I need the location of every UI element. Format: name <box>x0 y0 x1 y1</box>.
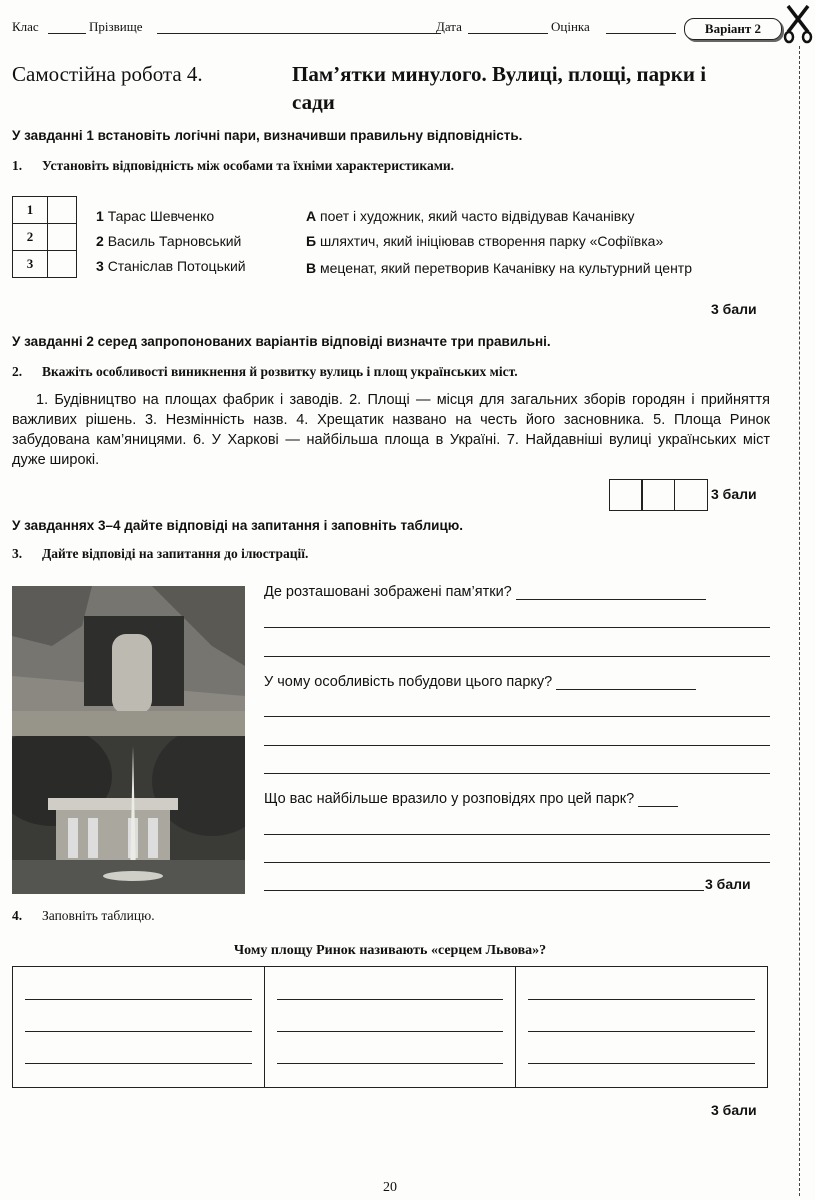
grid-number: 2 <box>13 224 48 251</box>
answer-line[interactable] <box>277 1031 504 1032</box>
header <box>12 16 772 40</box>
class-label: Клас <box>12 19 39 34</box>
answer-line[interactable] <box>516 585 706 600</box>
task3-question <box>12 546 308 562</box>
table-column <box>516 967 767 1087</box>
answer-line[interactable] <box>264 834 770 835</box>
answer-line[interactable] <box>264 890 704 891</box>
task2-question-text: Вкажіть особливості виникнення й розвитку вулиць і площ українських міст. <box>42 364 518 379</box>
grid-answer-cell[interactable] <box>48 251 77 278</box>
person-item: 1 Тарас Шевченко <box>96 208 215 224</box>
task4-number: 4. <box>12 908 23 923</box>
task1-question <box>12 158 454 174</box>
task1-score: 3 бали <box>711 301 757 317</box>
answer-line[interactable] <box>277 999 504 1000</box>
answer-line[interactable] <box>264 656 770 657</box>
answer-line[interactable] <box>528 1063 755 1064</box>
work-title: Самостійна робота 4. <box>12 62 203 86</box>
task1-question-text: Установіть відповідність між особами та їхніми характеристиками. <box>42 158 455 173</box>
answer-line[interactable] <box>556 675 696 690</box>
answer-box[interactable] <box>609 479 643 511</box>
grid-answer-cell[interactable] <box>48 197 77 224</box>
task2-answer-boxes <box>610 479 708 511</box>
task4-score: 3 бали <box>711 1102 757 1118</box>
topic-title: Пам’ятки минулого. Вулиці, площі, парки і сади <box>292 62 707 114</box>
cut-line <box>799 46 800 1196</box>
task4-question-text: Заповніть таблицю. <box>42 908 155 923</box>
task3-score: 3 бали <box>705 876 751 892</box>
answer-box[interactable] <box>674 479 708 511</box>
answer-line[interactable] <box>264 862 770 863</box>
surname-label: Прізвище <box>89 19 143 34</box>
grotto-photo <box>12 586 245 736</box>
person-item: 3 Станіслав Потоцький <box>96 258 246 274</box>
grid-number: 3 <box>13 251 48 278</box>
answer-line[interactable] <box>264 773 770 774</box>
variant-badge: Варіант 2 <box>684 18 782 40</box>
answer-line[interactable] <box>277 1063 504 1064</box>
trait-item: В меценат, який перетворив Качанівку на культурний центр <box>306 260 692 276</box>
task2-number: 2. <box>12 364 23 379</box>
question-construction: У чому особливість побудови цього парку? <box>264 674 696 690</box>
task3-number: 3. <box>12 546 23 561</box>
task4-question <box>12 908 155 924</box>
task2-score: 3 бали <box>711 486 757 502</box>
table-column <box>13 967 265 1087</box>
task3-question-text: Дайте відповіді на запитання до ілюстрації. <box>42 546 309 561</box>
person-item: 2 Василь Тарновський <box>96 233 242 249</box>
answer-box[interactable] <box>641 479 675 511</box>
task2-instruction: У завданні 2 серед запропонованих варіантів відповіді визначте три правильні. <box>12 334 551 349</box>
task1-instruction: У завданні 1 встановіть логічні пари, визначивши правильну відповідність. <box>12 128 523 143</box>
task1-number: 1. <box>12 158 23 173</box>
answer-line[interactable] <box>638 792 678 807</box>
question-location: Де розташовані зображені пам’ятки? <box>264 584 706 600</box>
trait-item: А поет і художник, який часто відвідував Качанівку <box>306 208 635 224</box>
date-label: Дата <box>436 19 462 34</box>
pavilion-fountain-photo <box>12 736 245 894</box>
task2-question <box>12 364 518 380</box>
answer-line[interactable] <box>25 1031 252 1032</box>
answer-line[interactable] <box>264 627 770 628</box>
grid-number: 1 <box>13 197 48 224</box>
answer-grid <box>12 196 77 278</box>
answer-line[interactable] <box>25 1063 252 1064</box>
grid-answer-cell[interactable] <box>48 224 77 251</box>
surname-field[interactable] <box>157 33 441 34</box>
answer-line[interactable] <box>264 745 770 746</box>
answer-line[interactable] <box>528 1031 755 1032</box>
class-field[interactable] <box>48 33 86 34</box>
grade-label: Оцінка <box>551 19 590 34</box>
page-number: 20 <box>383 1180 397 1195</box>
answer-line[interactable] <box>528 999 755 1000</box>
answer-table <box>12 966 768 1088</box>
answer-line[interactable] <box>25 999 252 1000</box>
trait-item: Б шляхтич, який ініціював створення парку «Софіївка» <box>306 233 664 249</box>
task2-options: 1. Будівництво на площах фабрик і заводів. 2. Площі — місця для загальних зборів городян і прийняття важливих рішень. 3. Незмінність назв. 4. Хрещатик названо на честь його засновника. 5. Площа Ринок забудована кам’яницями. 6. У Харкові — найбільша площа в Україні. 7. Найдавніші вулиці українських міст дуже широкі. <box>12 392 770 468</box>
answer-line[interactable] <box>264 716 770 717</box>
table-caption: Чому площу Ринок називають «серцем Львова»? <box>233 943 547 958</box>
scissors-icon <box>783 4 813 44</box>
task34-instruction: У завданнях 3–4 дайте відповіді на запитання і заповніть таблицю. <box>12 518 464 533</box>
date-field[interactable] <box>468 33 548 34</box>
grade-field[interactable] <box>606 33 676 34</box>
table-column <box>265 967 517 1087</box>
question-impression: Що вас найбільше вразило у розповідях про цей парк? <box>264 791 678 807</box>
